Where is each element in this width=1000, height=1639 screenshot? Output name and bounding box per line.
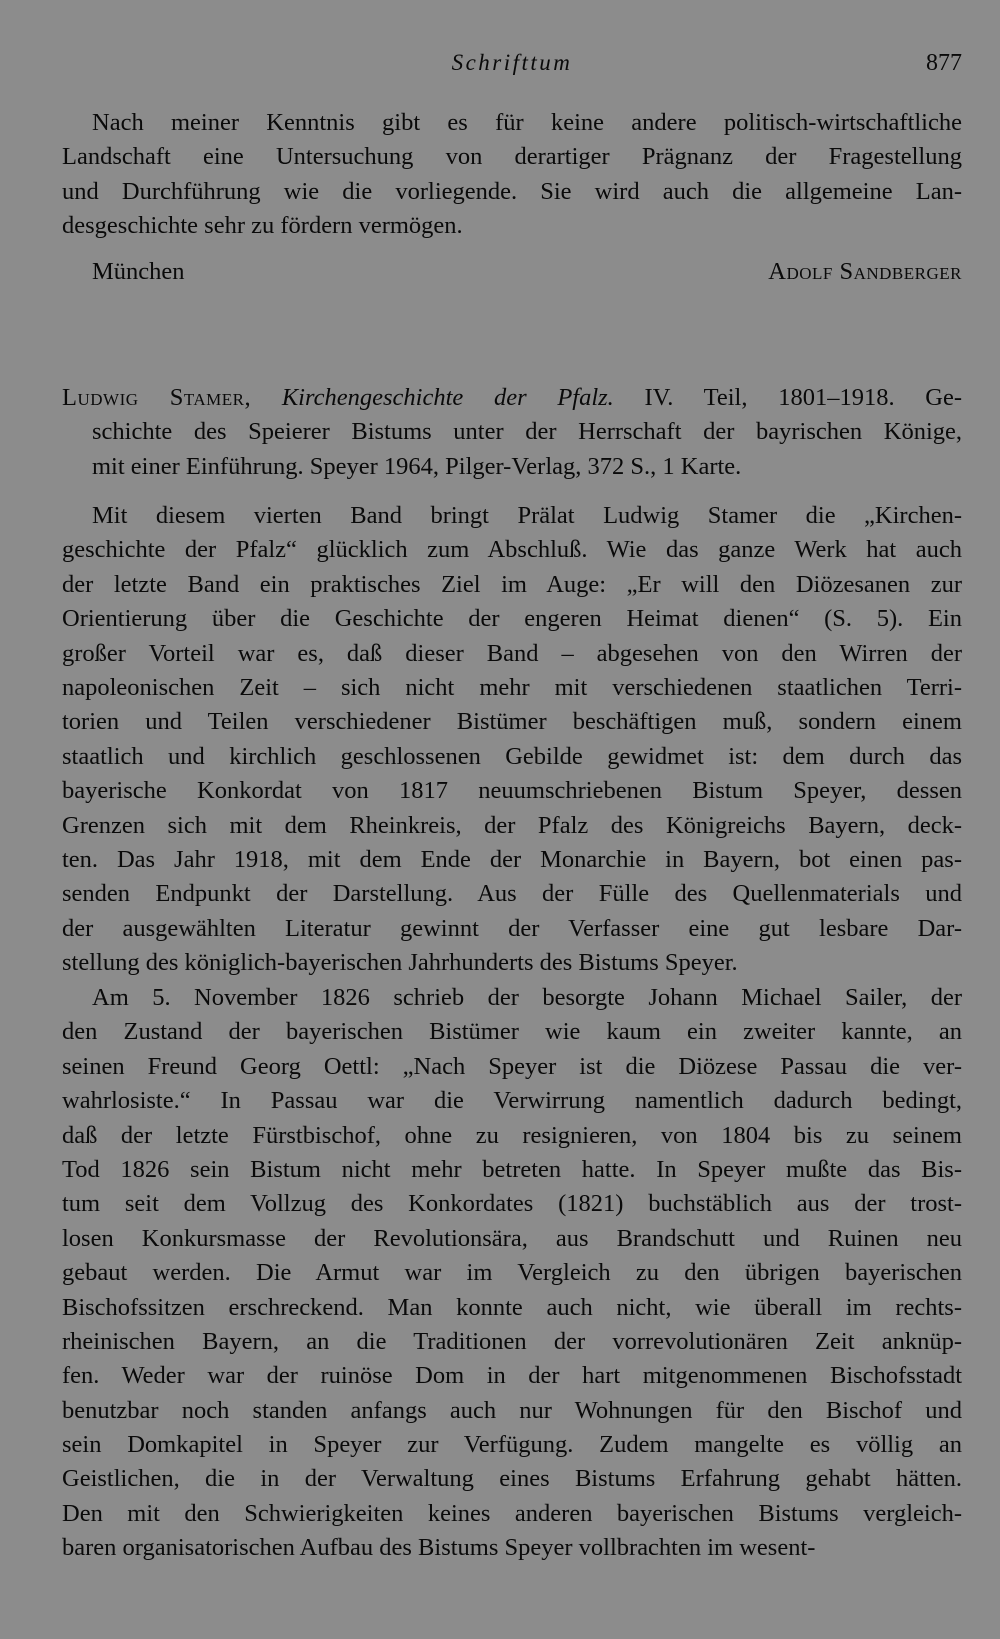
text-line: benutzbar noch standen anfangs auch nur Wohnungen für den Bischof und [62,1396,962,1424]
signature-reviewer: Adolf Sandberger [768,258,962,285]
text-line: Den mit den Schwierigkeiten keines anderen bayerischen Bistums vergleich- [62,1499,962,1527]
page-number: 877 [926,50,962,76]
citation-title: Kirchengeschichte der Pfalz. [281,384,614,411]
running-title: Schrifttum [451,50,573,75]
review1-paragraph [62,106,962,244]
citation-line: mit einer Einführung. Speyer 1964, Pilger-Verlag, 372 S., 1 Karte. [92,452,742,480]
text-line: stellung des königlich-bayerischen Jahrhunderts des Bistums Speyer. [62,949,738,977]
text-line: torien und Teilen verschiedener Bistümer beschäftigen muß, sondern einem [62,708,962,736]
text-line: gebaut werden. Die Armut war im Vergleich zu den übrigen bayerischen [62,1259,962,1287]
citation-line1-rest: IV. Teil, 1801–1918. Ge- [644,384,962,411]
text-line: Geistlichen, die in der Verwaltung eines Bistums Erfahrung gehabt hätten. [62,1465,962,1493]
text-line: und Durchführung wie die vorliegende. Sie wird auch die allgemeine Lan- [62,177,962,205]
text-line: fen. Weder war der ruinöse Dom in der hart mitgenommenen Bischofsstadt [62,1362,962,1390]
text-line: Bischofssitzen erschreckend. Man konnte auch nicht, wie überall im rechts- [62,1293,962,1321]
text-line: der letzte Band ein praktisches Ziel im Auge: „Er will den Diözesanen zur [62,570,962,598]
citation-line: schichte des Speierer Bistums unter der Herrschaft der bayrischen Könige, [92,418,962,446]
text-line: Tod 1826 sein Bistum nicht mehr betreten hatte. In Speyer mußte das Bis- [62,1155,962,1183]
running-head [62,50,962,84]
text-line: Landschaft eine Untersuchung von derartiger Prägnanz der Fragestellung [62,143,962,171]
text-line: daß der letzte Fürstbischof, ohne zu resignieren, von 1804 bis zu seinem [62,1121,962,1149]
text-line: seinen Freund Georg Oettl: „Nach Speyer ist die Diözese Passau die ver- [62,1052,962,1080]
text-line: sein Domkapitel in Speyer zur Verfügung. Zudem mangelte es völlig an [62,1431,962,1459]
text-line: rheinischen Bayern, an die Traditionen der vorrevolutionären Zeit anknüp- [62,1327,962,1355]
review2-paragraph-2 [62,981,962,1566]
text-line: bayerische Konkordat von 1817 neuumschriebenen Bistum Speyer, dessen [62,777,962,805]
review1-signature [62,255,962,289]
signature-place: München [92,258,185,285]
text-line: losen Konkursmasse der Revolutionsära, aus Brandschutt und Ruinen neu [62,1224,962,1252]
citation-line [62,381,962,415]
citation-author: Ludwig Stamer, [62,384,252,411]
text-line: Grenzen sich mit dem Rheinkreis, der Pfalz des Königreichs Bayern, deck- [62,811,962,839]
text-line: baren organisatorischen Aufbau des Bistums Speyer vollbrachten im wesent- [62,1534,816,1562]
text-line: wahrlosiste.“ In Passau war die Verwirrung namentlich dadurch bedingt, [62,1087,962,1115]
text-line: desgeschichte sehr zu fördern vermögen. [62,212,463,240]
text-line: Nach meiner Kenntnis gibt es für keine andere politisch-wirtschaftliche [92,109,962,136]
text-line: Am 5. November 1826 schrieb der besorgte Johann Michael Sailer, der [92,984,962,1011]
text-line: napoleonischen Zeit – sich nicht mehr mit verschiedenen staatlichen Terri- [62,673,962,701]
review2-paragraph-1 [62,499,962,980]
text-line: tum seit dem Vollzug des Konkordates (1821) buchstäblich aus der trost- [62,1190,962,1218]
text-line: ten. Das Jahr 1918, mit dem Ende der Monarchie in Bayern, bot einen pas- [62,845,962,873]
text-line: großer Vorteil war es, daß dieser Band – abgesehen von den Wirren der [62,639,962,667]
text-line: der ausgewählten Literatur gewinnt der Verfasser eine gut lesbare Dar- [62,914,962,942]
text-line: den Zustand der bayerischen Bistümer wie kaum ein zweiter kannte, an [62,1018,962,1046]
text-line: staatlich und kirchlich geschlossenen Gebilde gewidmet ist: dem durch das [62,742,962,770]
review2-citation [62,381,962,484]
text-line: senden Endpunkt der Darstellung. Aus der Fülle des Quellenmaterials und [62,880,962,908]
text-line: Orientierung über die Geschichte der engeren Heimat dienen“ (S. 5). Ein [62,605,962,633]
text-line: geschichte der Pfalz“ glücklich zum Abschluß. Wie das ganze Werk hat auch [62,536,962,564]
text-line: Mit diesem vierten Band bringt Prälat Ludwig Stamer die „Kirchen- [92,502,962,529]
